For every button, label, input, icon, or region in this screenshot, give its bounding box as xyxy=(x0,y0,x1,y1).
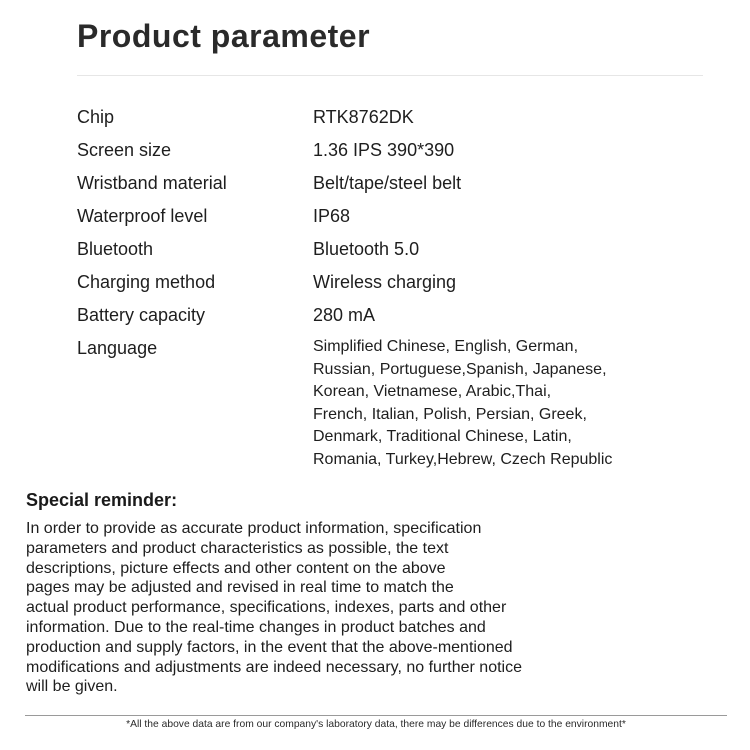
param-value: RTK8762DK xyxy=(313,107,414,127)
param-row-charging-method xyxy=(77,269,727,302)
special-reminder-text: In order to provide as accurate product information, specification parameters and product characteristics as possible, the text descriptions, picture effects and other content on the above pages may be adjusted and revised in real time to match the actual product performance, specifications, indexes, parts and other information. Due to the real-time changes in product batches and production and supply factors, in the event that the above-mentioned modifications and adjustments are indeed necessary, no further notice will be given. xyxy=(26,520,522,696)
param-label: Screen size xyxy=(77,140,172,160)
page-title: Product parameter xyxy=(77,18,371,54)
special-reminder-heading: Special reminder: xyxy=(26,490,178,510)
param-value: IP68 xyxy=(313,206,351,226)
param-label: Language xyxy=(77,338,158,358)
param-value: Simplified Chinese, English, German, Russian, Portuguese,Spanish, Japanese, Korean, Vietnamese, Arabic,Thai, French, Italian, Polish, Persian, Greek, Denmark, Traditional Chinese, Latin, Romania, Turkey,Hebrew, Czech Republic xyxy=(313,338,613,468)
param-label: Wristband material xyxy=(77,173,227,193)
footer-disclaimer: *All the above data are from our company's laboratory data, there may be differences due to the environment* xyxy=(126,719,626,730)
title-divider xyxy=(77,75,703,76)
parameter-table xyxy=(77,104,727,472)
param-value: 280 mA xyxy=(313,305,376,325)
param-row-chip xyxy=(77,104,727,137)
param-label: Chip xyxy=(77,107,115,127)
param-label: Battery capacity xyxy=(77,305,206,325)
param-value: Wireless charging xyxy=(313,272,457,292)
param-row-bluetooth xyxy=(77,236,727,269)
param-label: Bluetooth xyxy=(77,239,154,259)
param-value: 1.36 IPS 390*390 xyxy=(313,140,455,160)
footer-divider xyxy=(25,715,727,716)
param-row-waterproof-level xyxy=(77,203,727,236)
param-label: Charging method xyxy=(77,272,216,292)
param-value: Bluetooth 5.0 xyxy=(313,239,420,259)
param-row-wristband-material xyxy=(77,170,727,203)
param-label: Waterproof level xyxy=(77,206,208,226)
param-value: Belt/tape/steel belt xyxy=(313,173,462,193)
param-row-screen-size xyxy=(77,137,727,170)
param-row-battery-capacity xyxy=(77,302,727,335)
param-row-language xyxy=(77,335,727,472)
